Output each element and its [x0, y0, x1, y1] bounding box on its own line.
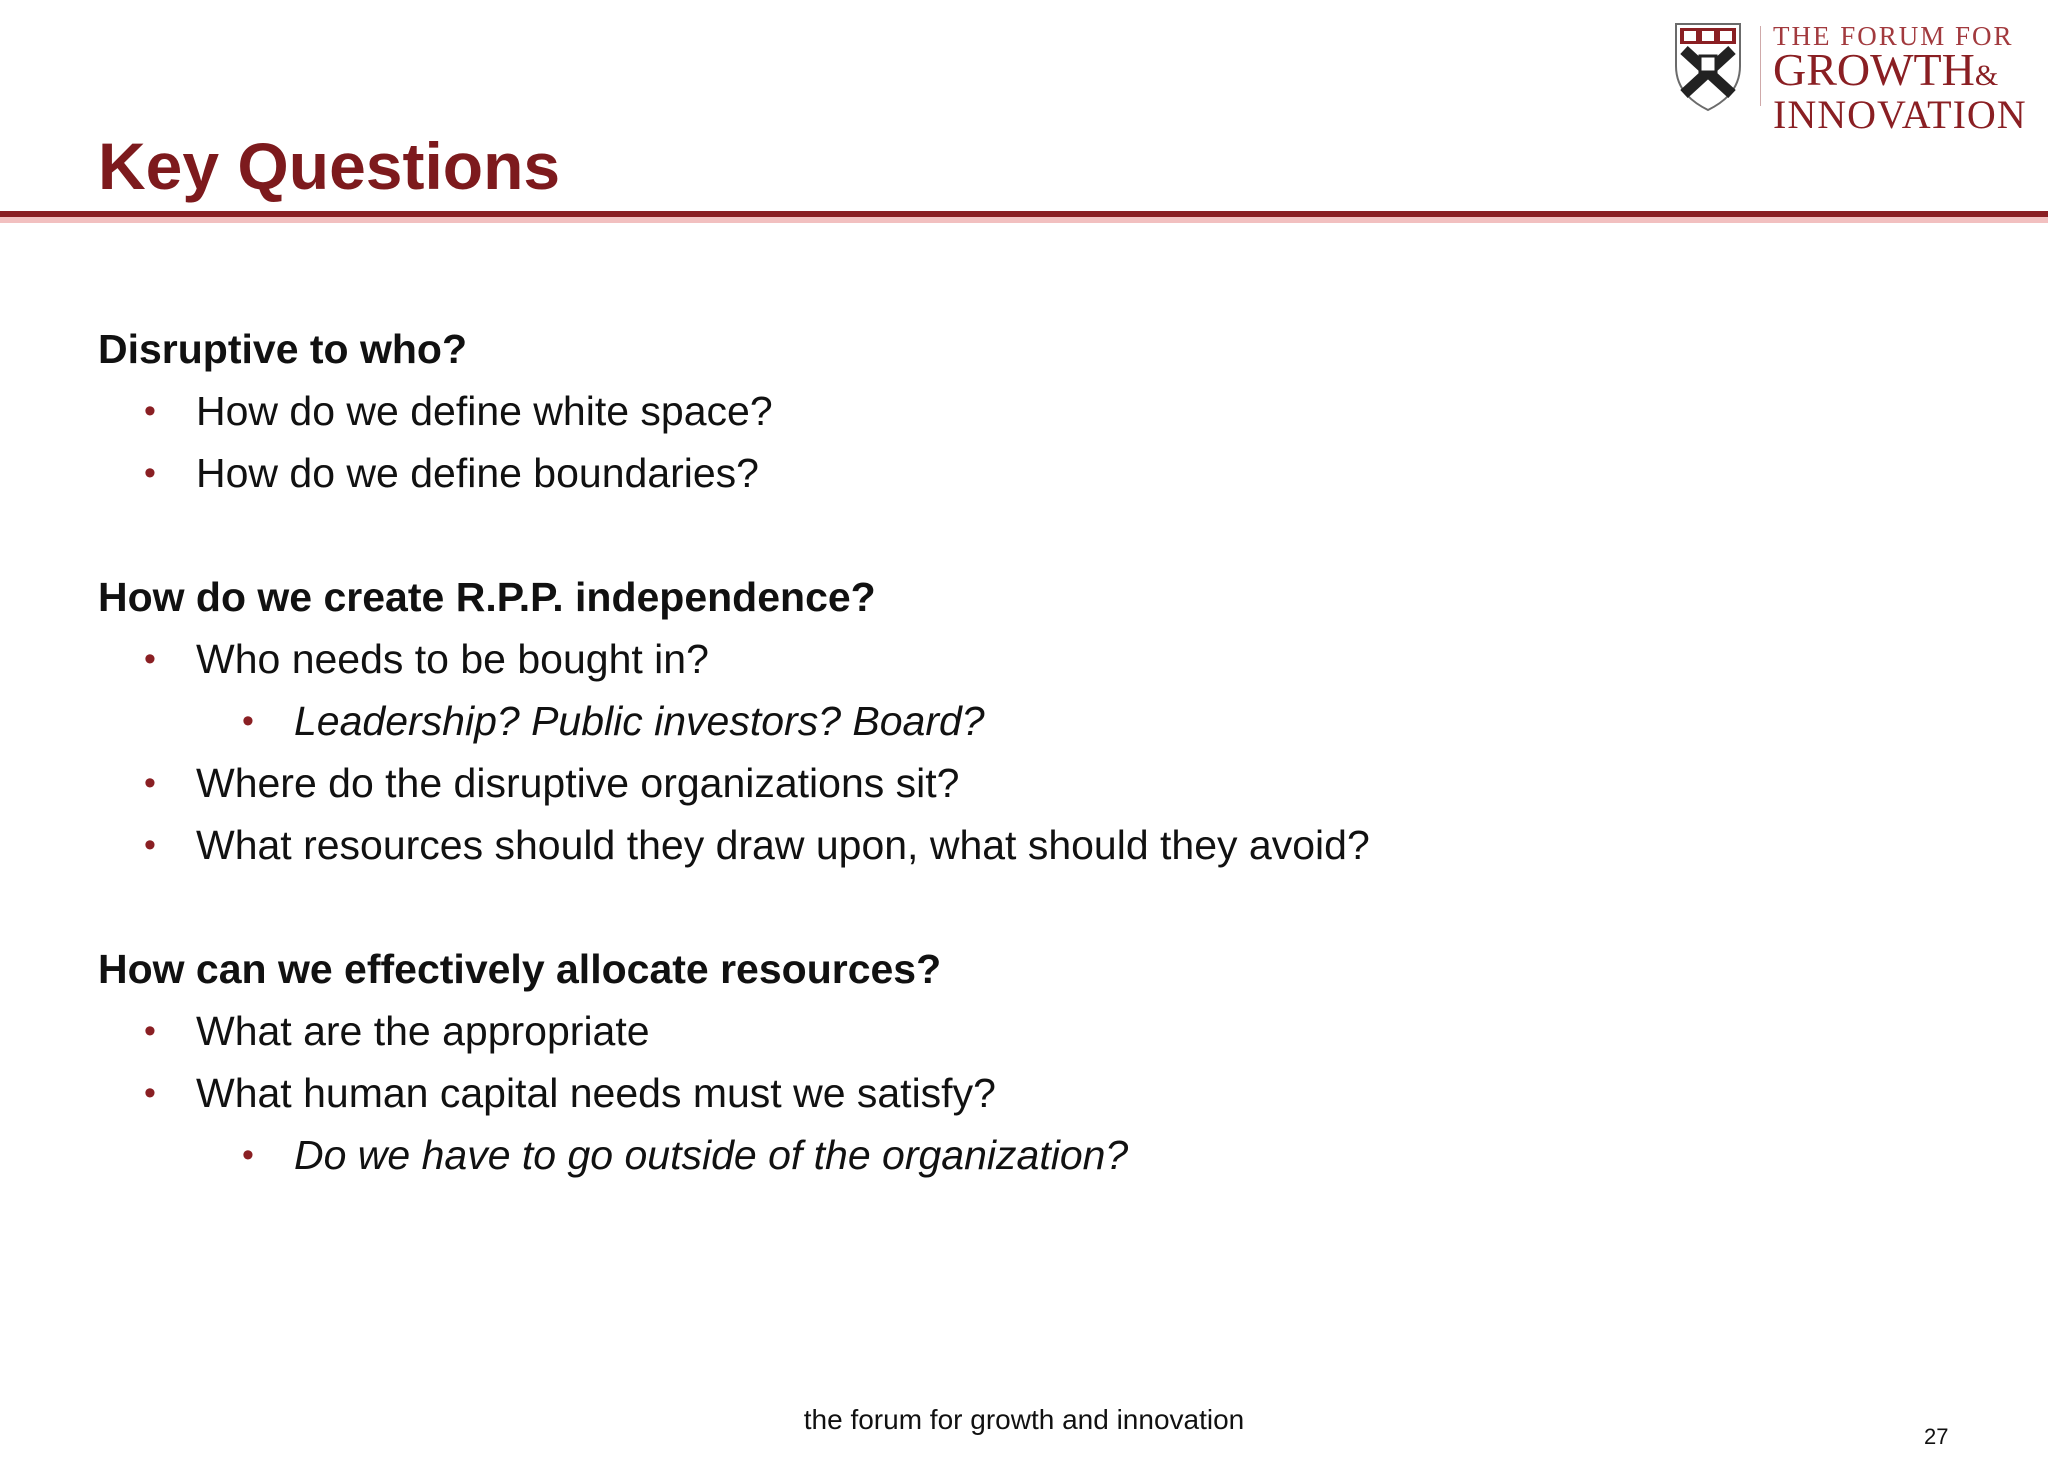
bullet-icon: •	[144, 1012, 156, 1050]
section-allocate	[98, 938, 1898, 1186]
bullet-icon: •	[144, 1074, 156, 1112]
bullet-text: Do we have to go outside of the organization?	[294, 1132, 1129, 1178]
bullet-text: Leadership? Public investors? Board?	[294, 698, 985, 744]
bullet-item	[98, 1000, 1898, 1062]
bullet-icon: •	[144, 640, 156, 678]
logo-growth: GROWTH	[1773, 44, 1975, 95]
bullet-item	[98, 442, 1898, 504]
bullet-text: What are the appropriate	[196, 1008, 650, 1054]
logo-line-3: INNOVATION	[1773, 92, 2027, 137]
bullet-text: How do we define white space?	[196, 388, 773, 434]
slide-footer: the forum for growth and innovation	[803, 1404, 1245, 1435]
bullet-icon: •	[242, 1136, 254, 1174]
bullet-text: Who needs to be bought in?	[196, 636, 709, 682]
title-divider-shadow	[0, 217, 2048, 223]
section-disruptive	[98, 318, 1898, 504]
slide-title: Key Questions	[98, 129, 561, 203]
bullet-text: How do we define boundaries?	[196, 450, 759, 496]
sub-bullet-item	[98, 690, 1898, 752]
logo-divider	[1760, 26, 1761, 106]
bullet-text: What human capital needs must we satisfy?	[196, 1070, 996, 1116]
section-heading: How can we effectively allocate resources?	[98, 946, 942, 992]
bullet-item	[98, 1062, 1898, 1124]
logo-ampersand: &	[1974, 59, 1999, 92]
bullet-item	[98, 380, 1898, 442]
bullet-text: Where do the disruptive organizations sit?	[196, 760, 960, 806]
bullet-icon: •	[144, 764, 156, 802]
bullet-icon: •	[144, 392, 156, 430]
bullet-item	[98, 814, 1898, 876]
slide-body	[98, 318, 1898, 1248]
section-heading: Disruptive to who?	[98, 326, 467, 372]
bullet-item	[98, 628, 1898, 690]
bullet-item	[98, 752, 1898, 814]
bullet-icon: •	[144, 826, 156, 864]
section-heading: How do we create R.P.P. independence?	[98, 574, 876, 620]
bullet-icon: •	[242, 702, 254, 740]
logo-text	[1773, 21, 2027, 137]
bullet-text: What resources should they draw upon, what should they avoid?	[196, 822, 1370, 868]
logo-line-2	[1773, 44, 2027, 96]
logo-line-1: THE FORUM FOR	[1773, 21, 2014, 51]
bullet-icon: •	[144, 454, 156, 492]
sub-bullet-item	[98, 1124, 1898, 1186]
section-independence	[98, 566, 1898, 876]
page-number: 27	[1924, 1424, 1949, 1449]
